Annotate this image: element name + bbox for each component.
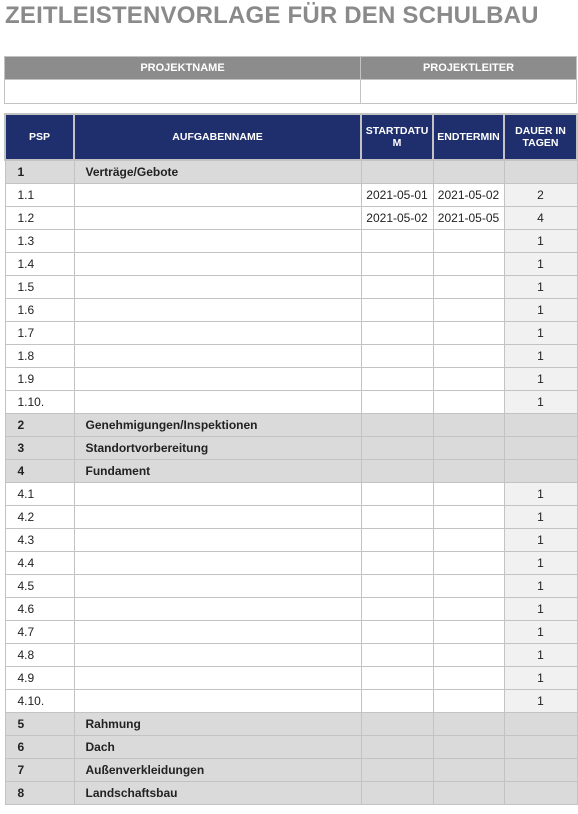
start-date-cell[interactable]	[361, 345, 433, 368]
task-name-cell[interactable]	[74, 299, 361, 322]
task-row	[5, 506, 577, 529]
task-row	[5, 230, 577, 253]
projektleiter-field[interactable]	[361, 80, 577, 104]
duration-cell[interactable]	[504, 414, 577, 437]
task-row	[5, 276, 577, 299]
task-name-cell[interactable]: Standortvorbereitung	[74, 437, 361, 460]
start-date-cell[interactable]	[361, 759, 433, 782]
timeline-table	[4, 113, 578, 805]
start-date-cell[interactable]	[361, 160, 433, 184]
duration-cell[interactable]	[504, 437, 577, 460]
task-row	[5, 552, 577, 575]
start-date-cell[interactable]	[361, 506, 433, 529]
psp-cell[interactable]: 2	[5, 414, 74, 437]
start-date-cell[interactable]: 2021-05-01	[361, 184, 433, 207]
section-row	[5, 460, 577, 483]
task-row	[5, 368, 577, 391]
task-name-cell[interactable]: Rahmung	[74, 713, 361, 736]
duration-cell[interactable]	[504, 759, 577, 782]
psp-cell[interactable]: 1.7	[5, 322, 74, 345]
start-date-cell[interactable]	[361, 575, 433, 598]
page-title: ZEITLEISTENVORLAGE FÜR DEN SCHULBAU	[5, 2, 539, 29]
task-name-cell[interactable]	[74, 391, 361, 414]
task-row	[5, 644, 577, 667]
start-date-cell[interactable]	[361, 713, 433, 736]
duration-cell[interactable]: 1	[504, 322, 577, 345]
end-date-cell[interactable]	[433, 667, 504, 690]
end-date-cell[interactable]	[433, 230, 504, 253]
psp-cell[interactable]: 1.9	[5, 368, 74, 391]
task-row	[5, 483, 577, 506]
duration-cell[interactable]: 1	[504, 598, 577, 621]
duration-cell[interactable]: 1	[504, 621, 577, 644]
start-date-cell[interactable]	[361, 437, 433, 460]
task-name-cell[interactable]	[74, 644, 361, 667]
psp-cell[interactable]: 1.1	[5, 184, 74, 207]
psp-cell[interactable]: 3	[5, 437, 74, 460]
section-row	[5, 759, 577, 782]
psp-cell[interactable]: 4.5	[5, 575, 74, 598]
end-date-cell[interactable]	[433, 414, 504, 437]
task-name-cell[interactable]: Dach	[74, 736, 361, 759]
psp-cell[interactable]: 4.3	[5, 529, 74, 552]
duration-cell[interactable]: 1	[504, 391, 577, 414]
end-date-cell[interactable]	[433, 690, 504, 713]
end-date-cell[interactable]	[433, 253, 504, 276]
section-row	[5, 713, 577, 736]
start-date-cell[interactable]	[361, 598, 433, 621]
end-date-cell[interactable]	[433, 368, 504, 391]
duration-cell[interactable]	[504, 713, 577, 736]
task-name-cell[interactable]	[74, 322, 361, 345]
psp-cell[interactable]: 4.2	[5, 506, 74, 529]
psp-cell[interactable]: 4.10.	[5, 690, 74, 713]
start-date-cell[interactable]	[361, 230, 433, 253]
end-date-cell[interactable]	[433, 437, 504, 460]
duration-cell[interactable]: 1	[504, 690, 577, 713]
task-row	[5, 299, 577, 322]
task-name-cell[interactable]	[74, 207, 361, 230]
projektname-header: PROJEKTNAME	[5, 57, 361, 80]
end-date-cell[interactable]	[433, 460, 504, 483]
task-name-cell[interactable]	[74, 506, 361, 529]
duration-cell[interactable]: 1	[504, 552, 577, 575]
task-name-cell[interactable]: Genehmigungen/Inspektionen	[74, 414, 361, 437]
psp-cell[interactable]: 5	[5, 713, 74, 736]
task-name-cell[interactable]	[74, 621, 361, 644]
start-date-cell[interactable]	[361, 782, 433, 805]
endtermin-column-header: ENDTERMIN	[433, 114, 504, 160]
duration-cell[interactable]: 2	[504, 184, 577, 207]
task-name-cell[interactable]: Verträge/Gebote	[74, 160, 361, 184]
start-date-cell[interactable]	[361, 736, 433, 759]
task-name-cell[interactable]	[74, 345, 361, 368]
start-date-cell[interactable]	[361, 368, 433, 391]
psp-cell[interactable]: 4.1	[5, 483, 74, 506]
task-row	[5, 529, 577, 552]
start-date-cell[interactable]	[361, 690, 433, 713]
end-date-cell[interactable]: 2021-05-05	[433, 207, 504, 230]
psp-cell[interactable]: 1.3	[5, 230, 74, 253]
task-name-cell[interactable]	[74, 253, 361, 276]
end-date-cell[interactable]	[433, 322, 504, 345]
duration-cell[interactable]: 1	[504, 276, 577, 299]
duration-cell[interactable]: 1	[504, 483, 577, 506]
task-row	[5, 322, 577, 345]
section-row	[5, 736, 577, 759]
psp-cell[interactable]: 1.2	[5, 207, 74, 230]
end-date-cell[interactable]	[433, 736, 504, 759]
start-date-cell[interactable]	[361, 621, 433, 644]
duration-cell[interactable]: 1	[504, 368, 577, 391]
startdatum-column-header: STARTDATU M	[361, 114, 433, 160]
psp-cell[interactable]: 1.6	[5, 299, 74, 322]
duration-cell[interactable]: 1	[504, 575, 577, 598]
task-name-cell[interactable]	[74, 483, 361, 506]
start-date-cell[interactable]	[361, 322, 433, 345]
task-name-cell[interactable]	[74, 276, 361, 299]
duration-cell[interactable]	[504, 460, 577, 483]
projektleiter-header: PROJEKTLEITER	[361, 57, 577, 80]
task-name-cell[interactable]	[74, 598, 361, 621]
duration-cell[interactable]	[504, 736, 577, 759]
task-name-cell[interactable]	[74, 368, 361, 391]
task-row	[5, 667, 577, 690]
end-date-cell[interactable]	[433, 759, 504, 782]
task-row	[5, 391, 577, 414]
start-date-cell[interactable]	[361, 644, 433, 667]
end-date-cell[interactable]	[433, 644, 504, 667]
start-date-cell[interactable]	[361, 529, 433, 552]
duration-cell[interactable]	[504, 782, 577, 805]
end-date-cell[interactable]	[433, 483, 504, 506]
project-info-table	[4, 56, 577, 104]
end-date-cell[interactable]	[433, 506, 504, 529]
task-row	[5, 253, 577, 276]
task-row	[5, 621, 577, 644]
psp-cell[interactable]: 1	[5, 160, 74, 184]
start-date-cell[interactable]	[361, 299, 433, 322]
psp-cell[interactable]: 1.5	[5, 276, 74, 299]
duration-cell[interactable]: 1	[504, 644, 577, 667]
duration-cell[interactable]: 1	[504, 299, 577, 322]
task-name-cell[interactable]	[74, 552, 361, 575]
end-date-cell[interactable]: 2021-05-02	[433, 184, 504, 207]
psp-column-header: PSP	[5, 114, 74, 160]
start-date-cell[interactable]	[361, 276, 433, 299]
start-date-cell[interactable]	[361, 552, 433, 575]
start-date-cell[interactable]	[361, 391, 433, 414]
duration-cell[interactable]: 1	[504, 667, 577, 690]
task-name-cell[interactable]: Außenverkleidungen	[74, 759, 361, 782]
task-name-cell[interactable]	[74, 690, 361, 713]
psp-cell[interactable]: 8	[5, 782, 74, 805]
task-row	[5, 690, 577, 713]
task-name-cell[interactable]	[74, 184, 361, 207]
duration-cell[interactable]: 4	[504, 207, 577, 230]
duration-cell[interactable]	[504, 160, 577, 184]
section-row	[5, 437, 577, 460]
start-date-cell[interactable]	[361, 414, 433, 437]
task-row	[5, 345, 577, 368]
section-row	[5, 160, 577, 184]
end-date-cell[interactable]	[433, 552, 504, 575]
task-row	[5, 207, 577, 230]
psp-cell[interactable]: 7	[5, 759, 74, 782]
task-name-cell[interactable]	[74, 230, 361, 253]
section-row	[5, 414, 577, 437]
end-date-cell[interactable]	[433, 575, 504, 598]
duration-cell[interactable]: 1	[504, 230, 577, 253]
start-date-cell[interactable]	[361, 483, 433, 506]
end-date-cell[interactable]	[433, 529, 504, 552]
psp-cell[interactable]: 4	[5, 460, 74, 483]
section-row	[5, 782, 577, 805]
end-date-cell[interactable]	[433, 345, 504, 368]
task-row	[5, 184, 577, 207]
end-date-cell[interactable]	[433, 391, 504, 414]
psp-cell[interactable]: 4.6	[5, 598, 74, 621]
dauer-column-header: DAUER IN TAGEN	[504, 114, 577, 160]
end-date-cell[interactable]	[433, 621, 504, 644]
end-date-cell[interactable]	[433, 160, 504, 184]
task-name-cell[interactable]	[74, 667, 361, 690]
end-date-cell[interactable]	[433, 299, 504, 322]
end-date-cell[interactable]	[433, 713, 504, 736]
start-date-cell[interactable]	[361, 253, 433, 276]
end-date-cell[interactable]	[433, 276, 504, 299]
projektname-field[interactable]	[5, 80, 361, 104]
end-date-cell[interactable]	[433, 782, 504, 805]
psp-cell[interactable]: 4.8	[5, 644, 74, 667]
duration-cell[interactable]: 1	[504, 529, 577, 552]
psp-cell[interactable]: 1.4	[5, 253, 74, 276]
task-row	[5, 598, 577, 621]
start-date-cell[interactable]	[361, 667, 433, 690]
duration-cell[interactable]: 1	[504, 345, 577, 368]
psp-cell[interactable]: 4.7	[5, 621, 74, 644]
start-date-cell[interactable]	[361, 460, 433, 483]
psp-cell[interactable]: 1.8	[5, 345, 74, 368]
duration-cell[interactable]: 1	[504, 253, 577, 276]
psp-cell[interactable]: 4.4	[5, 552, 74, 575]
psp-cell[interactable]: 1.10.	[5, 391, 74, 414]
duration-cell[interactable]: 1	[504, 506, 577, 529]
task-name-cell[interactable]: Landschaftsbau	[74, 782, 361, 805]
task-name-cell[interactable]	[74, 575, 361, 598]
psp-cell[interactable]: 4.9	[5, 667, 74, 690]
end-date-cell[interactable]	[433, 598, 504, 621]
task-name-cell[interactable]: Fundament	[74, 460, 361, 483]
psp-cell[interactable]: 6	[5, 736, 74, 759]
task-name-cell[interactable]	[74, 529, 361, 552]
start-date-cell[interactable]: 2021-05-02	[361, 207, 433, 230]
aufgabenname-column-header: AUFGABENNAME	[74, 114, 361, 160]
task-row	[5, 575, 577, 598]
